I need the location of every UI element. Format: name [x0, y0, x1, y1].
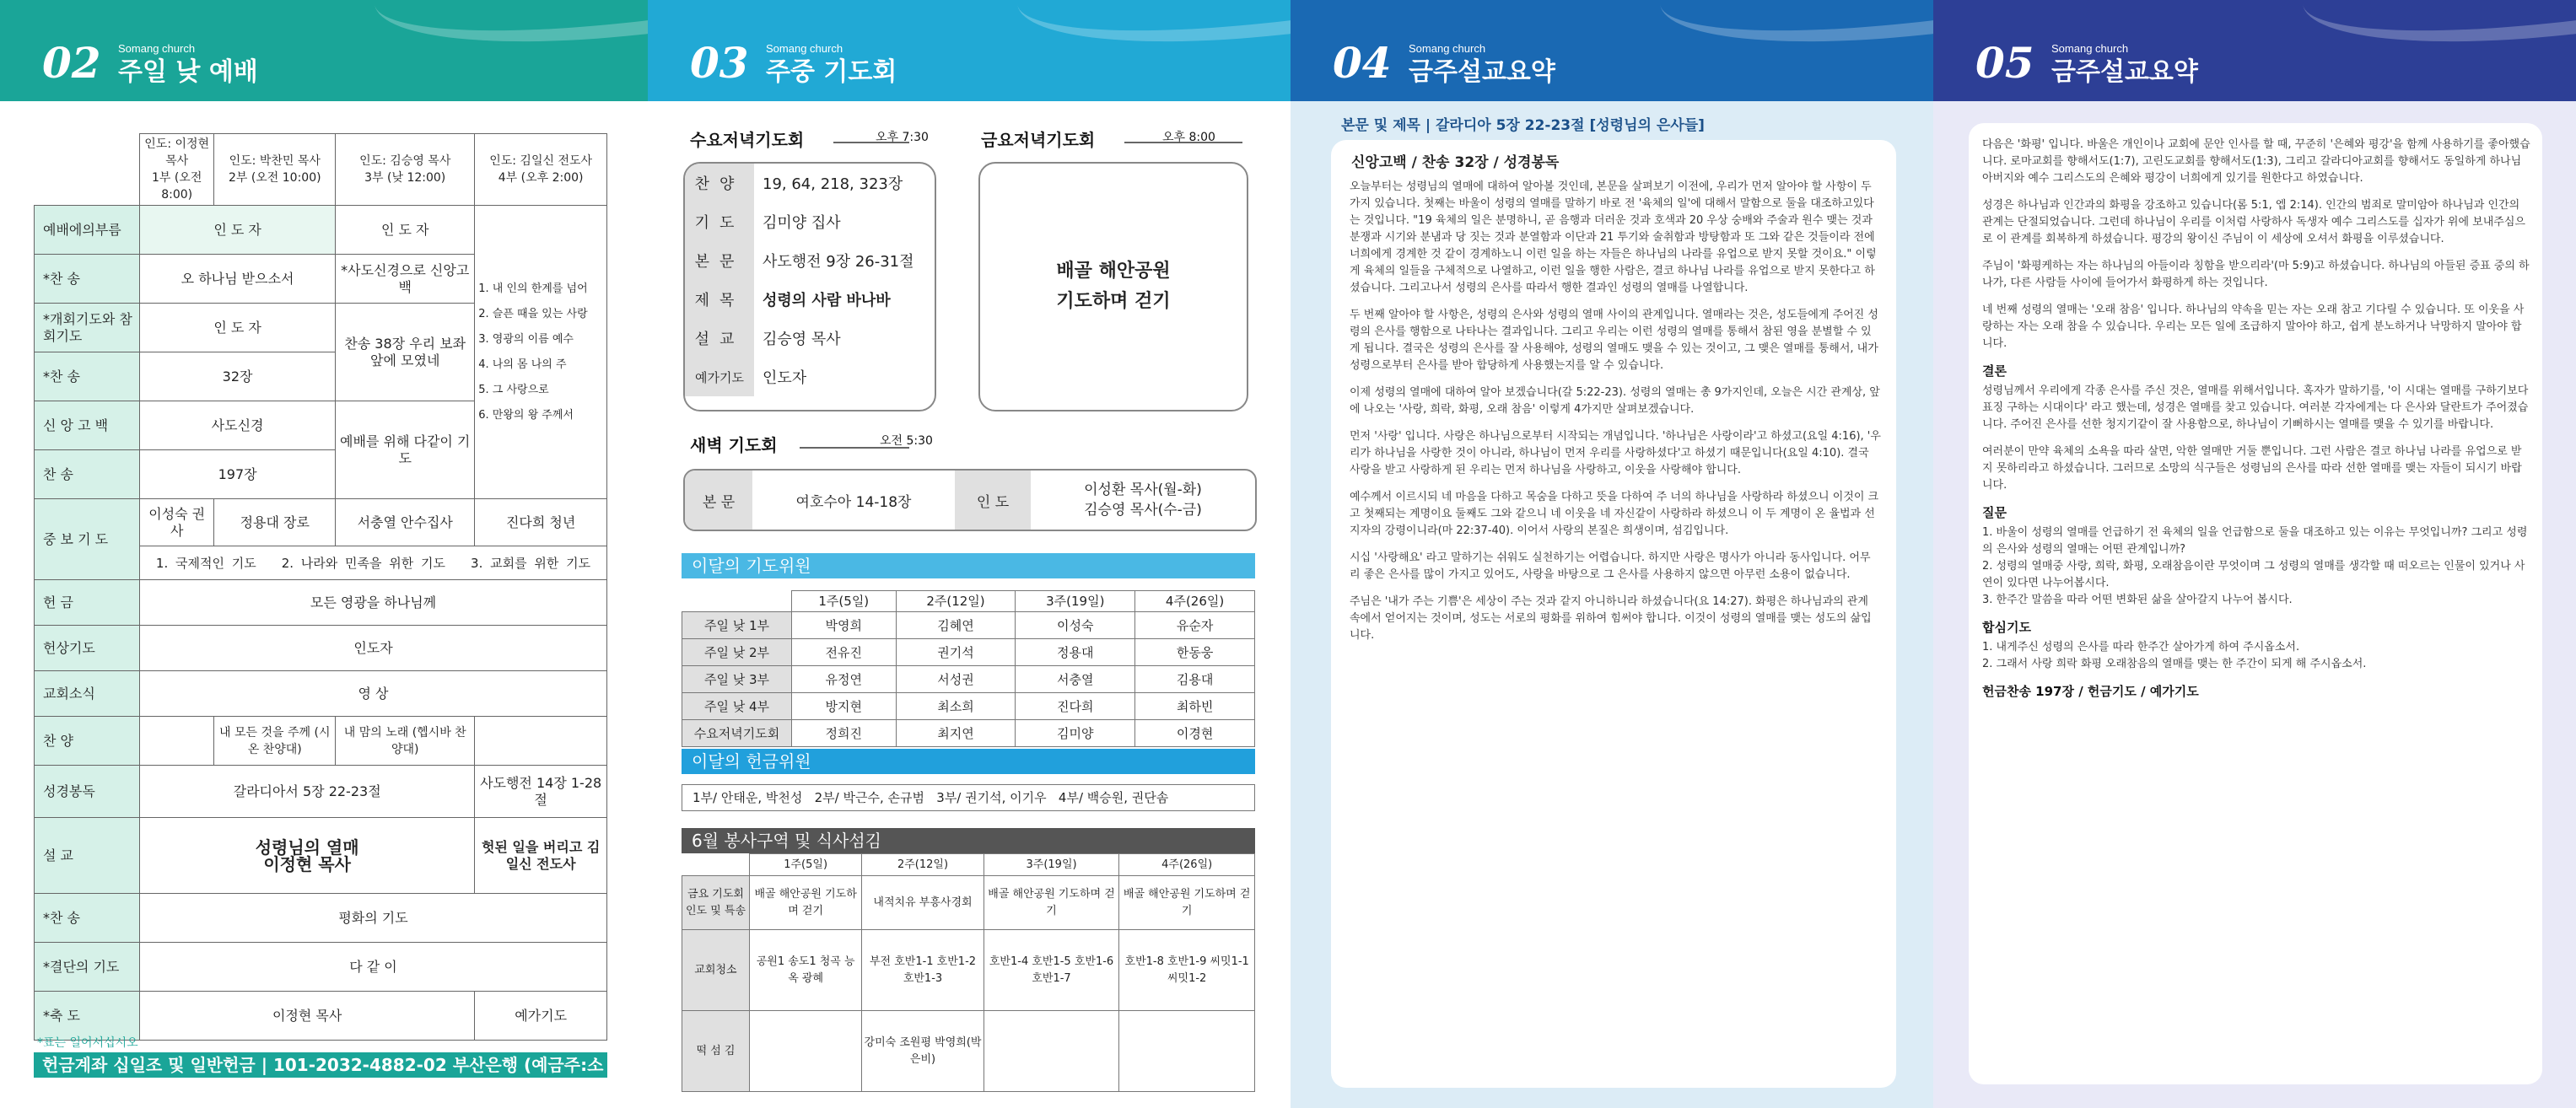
cell-value: 내 맘의 노래 (헵시바 찬양대): [336, 717, 475, 766]
dawn-leader: 이성환 목사(월-화): [1084, 481, 1202, 498]
prayer-item: 2. 슬픈 때을 있는 사랑: [478, 307, 588, 320]
row-value: 인도자: [763, 369, 807, 387]
sermon-text: [1982, 137, 2530, 1047]
prayer-table: [682, 590, 1255, 747]
row-value: 사도행전 9장 26-31절: [763, 253, 914, 271]
row-value: 성령의 사람 바나바: [763, 292, 891, 309]
prayer-item: 4. 나의 몸 나의 주: [478, 358, 567, 371]
table-cell: 내적치유 부흥사경회: [862, 876, 984, 930]
cell-value: 헛된 일을 버리고 김일신 전도사: [475, 818, 607, 894]
cell-value: 이정현 목사: [140, 992, 475, 1041]
leader-3-name: 인도: 김승영 목사: [359, 154, 451, 168]
sermon-cell: [140, 818, 475, 894]
paragraph: 다음은 '화평' 입니다. 바울은 개인이나 교회에 문안 인사를 할 때, 꾸준히 '은혜와 평강'을 함께 사용하기를 좋아했습니다. 로마교회를 향해서도(1:7), 고린도교회를 향해서도(1:3), 그리고 갈라디아교회를 향해서도 동일하게 하나님 아버지와 예수 그리스도의 은혜와 평강이 너희에게 있기를 원한다고 하였습니다.: [1982, 138, 2530, 185]
offer-bar: 이달의 헌금위원: [682, 749, 1255, 774]
question-item: 2. 성령의 열매중 사랑, 희락, 화평, 오래참음이란 무엇이며 그 성령의 열매를 생각할 때 떠오르는 인물이 있거나 사연이 있다면 나누어봅시다.: [1982, 560, 2525, 589]
question-item: 3. 한주간 말씀을 따라 어떤 변화된 삶을 살아갈지 나누어 봅시다.: [1982, 594, 2293, 606]
table-cell: 김미양: [1016, 720, 1135, 747]
row-key: 예가기도: [685, 358, 754, 396]
leader-1-name: 인도: 이정현 목사: [144, 137, 210, 168]
paragraph: 이제 성령의 열매에 대하여 알아 보겠습니다(갈 5:22-23). 성령의 열매는 총 9가지인데, 오늘은 시간 관계상, 앞에 나오는 '사랑, 희락, 화평, 오래 참음' 이렇게 4가지만 살펴보겠습니다.: [1350, 386, 1880, 416]
row-label: 수요저녁기도회: [682, 720, 792, 747]
offering-account: 헌금계좌 십일조 및 일반헌금 | 101-2032-4882-02 부산은행 (예금주:소망교회): [34, 1052, 607, 1078]
table-cell: 방지현: [792, 693, 897, 720]
row-label: 중 보 기 도: [35, 499, 140, 580]
table-cell: 배골 해안공원 기도하며 걷기: [750, 876, 862, 930]
table-row: [35, 943, 607, 992]
prayer-list: [475, 206, 607, 499]
table-cell: 유순자: [1135, 612, 1255, 639]
row-label: 설 교: [35, 818, 140, 894]
cell-value: 내 모든 것을 주께 (시온 찬양대): [214, 717, 336, 766]
table-row: [35, 717, 607, 766]
dawn-value: 여호수아 14-18장: [795, 493, 912, 511]
panel-sunday-worship: [0, 0, 648, 1108]
prayer-item: 3. 영광의 이름 예수: [478, 332, 574, 346]
sermon-subtitle: 본문 및 제목 | 갈라디아 5장 22-23절 [성령님의 은사들]: [1341, 117, 1705, 134]
dawn-key: 인 도: [955, 469, 1031, 531]
row-label: *찬 송: [35, 894, 140, 943]
cell-value: 영 상: [140, 671, 607, 717]
prayer-item: 1. 내 인의 한계를 넘어: [478, 282, 588, 295]
leader-4-time: 4부 (오후 2:00): [498, 171, 584, 185]
table-row: [35, 766, 607, 818]
row-label: 교회소식: [35, 671, 140, 717]
church-name: Somang church: [118, 42, 196, 55]
table-row: [682, 1011, 1255, 1092]
worship-order-table: [34, 133, 607, 1041]
wed-title: 수요저녁기도회: [690, 130, 805, 150]
paragraph: 주님은 '내가 주는 기쁨'은 세상이 주는 것과 같지 아니하니라 하셨습니다(요 14:27). 화평은 하나님과의 관계 속에서 얻어지는 것이며, 성도는 서로의 평화를 위하여 힘써야 합니다. 이것이 성령의 열매를 맺는 성도의 삶입니다.: [1350, 595, 1872, 642]
wed-row: [685, 202, 935, 241]
panel-sermon-summary: [1291, 0, 1933, 1108]
church-name: Somang church: [1409, 42, 1486, 55]
serve-table: [682, 853, 1255, 1092]
cell-value: 인 도 자: [140, 206, 336, 255]
paragraph: 먼저 '사랑' 입니다. 사랑은 하나님으로부터 시작되는 개념입니다. '하나님은 사랑이라'고 하셨고(요일 4:16), '우리가 하나님을 사랑한 것이 아니라, 하나님이 먼저 우리를 사랑하셨다'고 하셨기 때문입니다(요일 4:10). 결국 사랑을 받고 사랑하게 된 우리는 먼저 하나님을 사랑하고, 이웃을 사랑해야 합니다.: [1350, 430, 1881, 476]
table-row: [35, 580, 607, 626]
table-cell: 정희진: [792, 720, 897, 747]
table-cell: 공원1 송도1 청곡 능옥 광혜: [750, 930, 862, 1011]
table-cell: 최하빈: [1135, 693, 1255, 720]
row-key: 제목: [685, 280, 754, 319]
table-cell: 최지연: [896, 720, 1016, 747]
fri-title: 금요저녁기도회: [981, 130, 1096, 150]
prayer-item: 5. 그 사랑으로: [478, 383, 549, 396]
conclusion-heading: 결론: [1982, 363, 2007, 379]
table-cell: [750, 1011, 862, 1092]
dawn-box: [683, 469, 1257, 531]
prayer-item: 1. 내게주신 성령의 은사를 따라 한주간 살아가게 하여 주시옵소서.: [1982, 641, 2300, 654]
sermon-title: 성령님의 열매: [255, 836, 359, 858]
prayer-bar: 이달의 기도위원: [682, 553, 1255, 578]
leader-2: [214, 134, 336, 206]
paragraph: 여러분이 만약 육체의 소욕을 따라 살면, 악한 열매만 거둘 뿐입니다. 그런 사람은 결코 하나님 나라를 유업으로 받지 못하리라고 하셨습니다. 그러므로 소망의 식구들은 성령님의 은사를 따라 선한 열매를 맺는 자들이 되시기 바랍니다.: [1982, 445, 2522, 492]
row-label: 주일 낮 2부: [682, 639, 792, 666]
questions-heading: 질문: [1982, 505, 2007, 520]
cell-value: 서충열 안수집사: [336, 499, 475, 546]
topic: 1. 국제적인 기도: [155, 555, 256, 571]
section-number: 02: [42, 38, 101, 88]
church-name: Somang church: [766, 42, 843, 55]
topic: 3. 교회를 위한 기도: [471, 555, 591, 571]
section-title: 주중 기도회: [766, 57, 897, 87]
row-label: 헌 금: [35, 580, 140, 626]
row-label: 찬 양: [35, 717, 140, 766]
cell-value: 평화의 기도: [140, 894, 607, 943]
header: [1933, 0, 2576, 101]
table-cell: 서충열: [1016, 666, 1135, 693]
table-cell: [984, 1011, 1119, 1092]
section-title: 금주설교요약: [1409, 57, 1555, 87]
prayer-heading: 합심기도: [1982, 620, 2031, 635]
table-cell: 한동웅: [1135, 639, 1255, 666]
section-number: 03: [690, 38, 749, 88]
paragraph: 두 번째 알아야 할 사항은, 성령의 은사와 성령의 열매 사이의 관계입니다. 열매라는 것은, 성도들에게 주어진 성령의 은사를 행함으로 나타나는 결과입니다. 그리고 우리는 이런 성령의 열매를 통해서 참된 영을 분별할 수 있게 됩니다. 결국은 성령의 은사를 잘 사용해야, 성령의 열매도 맺을 수 있는 것이고, 그 맺은 열매를 통해서, 내가 성령으로부터 은사를 받아 합당하게 사용했는지를 알 수 있습니다.: [1350, 309, 1878, 372]
table-cell: 정용대: [1016, 639, 1135, 666]
panel-sermon-summary-2: [1933, 0, 2576, 1108]
table-row: [682, 666, 1255, 693]
dawn-leaders: [1031, 480, 1255, 520]
cell-value: 예가기도: [475, 992, 607, 1041]
wed-box: [683, 162, 936, 411]
cell-value: 오 하나님 받으소서: [140, 255, 336, 304]
table-cell: 서성권: [896, 666, 1016, 693]
table-row: [35, 626, 607, 671]
table-cell: 최소희: [896, 693, 1016, 720]
table-cell: 전유진: [792, 639, 897, 666]
section-title: 금주설교요약: [2051, 57, 2198, 87]
row-label: 떡 섬 김: [682, 1011, 750, 1092]
table-row: [35, 206, 607, 255]
table-cell: 박영희: [792, 612, 897, 639]
header: [648, 0, 1291, 101]
table-row: [35, 671, 607, 717]
dawn-key: 본 문: [685, 469, 752, 531]
table-row: [682, 612, 1255, 639]
row-value: 김승영 목사: [763, 331, 841, 348]
church-name: Somang church: [2051, 42, 2129, 55]
table-head: 3주(19일): [1016, 591, 1135, 612]
table-row: [682, 639, 1255, 666]
leader-2-time: 2부 (오전 10:00): [228, 171, 321, 185]
cell-value: 인 도 자: [140, 304, 336, 352]
table-head: 4주(26일): [1135, 591, 1255, 612]
table-head: 1주(5일): [792, 591, 897, 612]
wed-time: 오후 7:30: [876, 131, 929, 144]
leader-3-time: 3부 (낮 12:00): [364, 171, 446, 185]
table-row: [35, 894, 607, 943]
cell-value: 갈라디아서 5장 22-23절: [140, 766, 475, 818]
wed-row: [685, 358, 935, 396]
cell-value: 사도신경: [140, 401, 336, 450]
row-label: 주일 낮 4부: [682, 693, 792, 720]
wed-row: [685, 280, 935, 319]
header-decoration: [1660, 0, 1933, 72]
row-label: *개회기도와 참회기도: [35, 304, 140, 352]
wed-row: [685, 164, 935, 202]
hymn-line: 신앙고백 / 찬송 32장 / 성경봉독: [1351, 154, 1560, 171]
leader-2-name: 인도: 박찬민 목사: [229, 154, 321, 168]
row-value: 김미양 집사: [763, 214, 841, 232]
inter-topics: [140, 546, 607, 580]
table-row: [682, 720, 1255, 747]
section-number: 05: [1975, 38, 2034, 88]
row-key: 본문: [685, 241, 754, 280]
cell-value: 예배를 위해 다같이 기도: [336, 401, 475, 499]
row-label: 금요 기도회 인도 및 특송: [682, 876, 750, 930]
row-label: *결단의 기도: [35, 943, 140, 992]
cell-value: 32장: [140, 352, 336, 401]
table-row: [682, 930, 1255, 1011]
standing-note: *표는 일어서십시오: [37, 1036, 138, 1050]
table-head: [682, 854, 750, 876]
paragraph: 성경은 하나님과 인간과의 화평을 강조하고 있습니다(롬 5:1, 엡 2:14). 인간의 범죄로 말미암아 하나님과 인간의 관계는 단절되었습니다. 그런데 하나님이 우리를 이처럼 사랑하사 독생자 예수 그리스도를 십자가 위에 보내주심으로 이 관계를 회복하게 하셨습니다. 평강의 왕이신 주님이 이 세상에 오셔서 화평을 이루셨습니다.: [1982, 199, 2525, 245]
paragraph: 오늘부터는 성령님의 열매에 대하여 알아볼 것인데, 본문을 살펴보기 이전에, 우리가 먼저 알아야 할 사항이 두 가지 있습니다. 첫째는 바울이 성령의 열매를 말하기 바로 전 '육체의 일'에 대해서 말함으로 둘을 대조하고있다는 것입니다. "19 육체의 일은 분명하니, 곧 음행과 더러운 것과 호색과 20 우상 숭배와 주술과 원수 맺는 것과 분쟁과 시기와 분냄과 당 짓는 것과 분열함과 이단과 21 투기와 술취함과 방탕함과 또 그와 같은 것들이라 전에 너희에게 경계한 것 같이 경계하노니 이런 일을 하는 자들은 하나님의 나라를 유업으로 받지 못할 것이요." 이렇게 육체의 일들을 구체적으로 나열하고, 이런 일을 행한 사람은, 결코 하나님 나라를 유업으로 받지 못한다고 하셨습니다. 그리고나서 성령의 은사를 따라서 행한 결과인 성령의 열매를 나열합니다.: [1350, 180, 1877, 294]
question-item: 1. 바울이 성령의 열매를 언급하기 전 육체의 일을 언급함으로 둘을 대조하고 있는 이유는 무엇입니까? 그리고 성령의 은사와 성령의 열매는 어떤 관계입니까?: [1982, 526, 2528, 556]
paragraph: 시십 '사랑해요' 라고 말하기는 쉬워도 실천하기는 어렵습니다. 하지만 사랑은 명사가 아니라 동사입니다. 어무리 좋은 은사를 많이 가지고 있어도, 사랑을 바탕으로 그 은사를 사용하지 않으면 아무런 소용이 없습니다.: [1350, 551, 1871, 581]
header: [0, 0, 648, 101]
fri-time: 오후 8:00: [1162, 131, 1215, 144]
row-label: 주일 낮 1부: [682, 612, 792, 639]
cell-value: 진다희 청년: [475, 499, 607, 546]
table-row: [682, 693, 1255, 720]
table-cell: 진다희: [1016, 693, 1135, 720]
row-key: 설교: [685, 319, 754, 358]
paragraph: 주님이 '화평케하는 자는 하나님의 아들이라 칭함을 받으리라'(마 5:9)고 하셨습니다. 하나님의 아들된 증표 중의 하나가, 다른 사람들 사이에 들어가서 화평하게 하는 것입니다.: [1982, 260, 2530, 289]
sermon-text: [1350, 179, 1881, 1081]
header-decoration: [375, 0, 648, 72]
fri-text: 배골 해안공원: [1056, 261, 1171, 282]
fri-box: [978, 162, 1248, 411]
prayer-item: 2. 그래서 사랑 희락 화평 오래참음의 열매를 맺는 한 주간이 되게 해 주시옵소서.: [1982, 658, 2367, 670]
closing-order: 헌금찬송 197장 / 헌금기도 / 예가기도: [1982, 684, 2199, 699]
table-cell: [35, 134, 140, 206]
table-row: [35, 499, 607, 546]
prayer-item: 6. 만왕의 왕 주께서: [478, 408, 574, 422]
header-decoration: [1017, 0, 1291, 72]
header: [1291, 0, 1933, 101]
row-key: 찬양: [685, 164, 754, 202]
dawn-time: 오전 5:30: [880, 434, 933, 448]
fri-text: 기도하며 걷기: [1056, 291, 1171, 312]
table-cell: [475, 717, 607, 766]
leader-4: [475, 134, 607, 206]
cell-value: 모든 영광을 하나님께: [140, 580, 607, 626]
topic: 2. 나라와 민족을 위한 기도: [281, 555, 446, 571]
table-head: 3주(19일): [984, 854, 1119, 876]
table-cell: 호반1-8 호반1-9 씨밋1-1 씨밋1-2: [1119, 930, 1255, 1011]
table-cell: 김용대: [1135, 666, 1255, 693]
row-label: 헌상기도: [35, 626, 140, 671]
cell-value: 다 같 이: [140, 943, 607, 992]
table-row: [35, 134, 607, 206]
table-head: 2주(12일): [896, 591, 1016, 612]
table-cell: 부전 호반1-1 호반1-2 호반1-3: [862, 930, 984, 1011]
table-cell: [140, 717, 214, 766]
wed-row: [685, 319, 935, 358]
table-cell: 이성숙: [1016, 612, 1135, 639]
paragraph: 예수께서 이르시되 네 마음을 다하고 목숨을 다하고 뜻을 다하여 주 너의 하나님을 사랑하라 하셨으니 이것이 크고 첫째되는 계명이요 둘째도 그와 같으니 네 이웃을 네 자신같이 사랑하라 하셨으니 이 두 계명이 온 율법과 선지자의 강령이니라(마 22:37-40). 이어서 사랑의 본질은 희생이며, 섬김입니다.: [1350, 491, 1879, 537]
cell-value: 사도행전 14장 1-28절: [475, 766, 607, 818]
table-cell: 이경현: [1135, 720, 1255, 747]
table-head: 4주(26일): [1119, 854, 1255, 876]
table-cell: 배골 해안공원 기도하며 걷기: [984, 876, 1119, 930]
table-row: [682, 876, 1255, 930]
table-cell: [1119, 1011, 1255, 1092]
row-label: 신 앙 고 백: [35, 401, 140, 450]
cell-value: 찬송 38장 우리 보좌 앞에 모였네: [336, 304, 475, 401]
row-label: 교회청소: [682, 930, 750, 1011]
serve-bar: 6월 봉사구역 및 식사섬김: [682, 828, 1255, 853]
table-row: [35, 818, 607, 894]
cell-value: 인 도 자: [336, 206, 475, 255]
table-head: [682, 591, 792, 612]
section-title: 주일 낮 예배: [118, 57, 258, 87]
leader-1: [140, 134, 214, 206]
row-key: 기도: [685, 202, 754, 241]
leader-1-time: 1부 (오전 8:00): [151, 171, 202, 202]
cell-value: 인도자: [140, 626, 607, 671]
table-head: 2주(12일): [862, 854, 984, 876]
sermon-preacher: 이정현 목사: [263, 853, 351, 874]
row-label: 주일 낮 3부: [682, 666, 792, 693]
row-value: 19, 64, 218, 323장: [763, 175, 903, 193]
cell-value: *사도신경으로 신앙고백: [336, 255, 475, 304]
leader-4-name: 인도: 김일신 전도사: [489, 154, 593, 168]
cell-value: 이성숙 권사: [140, 499, 214, 546]
cell-value: 정용대 장로: [214, 499, 336, 546]
wed-row: [685, 241, 935, 280]
table-cell: 배골 해안공원 기도하며 걷기: [1119, 876, 1255, 930]
row-label: 예배에의부름: [35, 206, 140, 255]
table-cell: 김혜연: [896, 612, 1016, 639]
row-label: *찬 송: [35, 352, 140, 401]
offer-line: 1부/ 안태운, 박천성 2부/ 박근수, 손규범 3부/ 권기석, 이기우 4부/ 백승원, 권단솜: [682, 784, 1255, 811]
cell-value: 197장: [140, 450, 336, 499]
table-cell: 권기석: [896, 639, 1016, 666]
section-number: 04: [1333, 38, 1392, 88]
row-label: *찬 송: [35, 255, 140, 304]
table-row: [35, 992, 607, 1041]
table-cell: 호반1-4 호반1-5 호반1-6 호반1-7: [984, 930, 1119, 1011]
table-row: [682, 854, 1255, 876]
dawn-leader: 김승영 목사(수-금): [1084, 502, 1202, 519]
dawn-title: 새벽 기도회: [690, 435, 778, 455]
table-cell: 강미숙 조원평 박영희(박은비): [862, 1011, 984, 1092]
table-head: 1주(5일): [750, 854, 862, 876]
paragraph: 성령님께서 우리에게 각종 은사를 주신 것은, 열매를 위해서입니다. 혹자가 말하기를, '이 시대는 열매를 구하기보다 표징 구하는 시대이다' 라고 했는데, 성경은 열매를 찾고 있습니다. 여러분 각자에게는 다 은사와 달란트가 주어졌습니다. 주어진 은사를 선한 청지기같이 잘 사용함으로, 하나님이 기뻐하시는 열매를 맺을 수 있기를 바랍니다.: [1982, 385, 2529, 431]
panel-weekday-prayer: [648, 0, 1291, 1108]
row-label: *축 도: [35, 992, 140, 1041]
table-row: [682, 591, 1255, 612]
header-decoration: [2303, 0, 2576, 72]
table-cell: 유정연: [792, 666, 897, 693]
row-label: 찬 송: [35, 450, 140, 499]
paragraph: 네 번째 성령의 열매는 '오래 참음' 입니다. 하나님의 약속을 믿는 자는 오래 참고 기다릴 수 있습니다. 또 이웃을 사랑하는 자는 오래 참을 수 있습니다. 우리는 모든 일에 조급하지 말아야 하고, 쉽게 분노하거나 낙망하지 말아야 합니다.: [1982, 304, 2525, 350]
row-label: 성경봉독: [35, 766, 140, 818]
leader-3: [336, 134, 475, 206]
